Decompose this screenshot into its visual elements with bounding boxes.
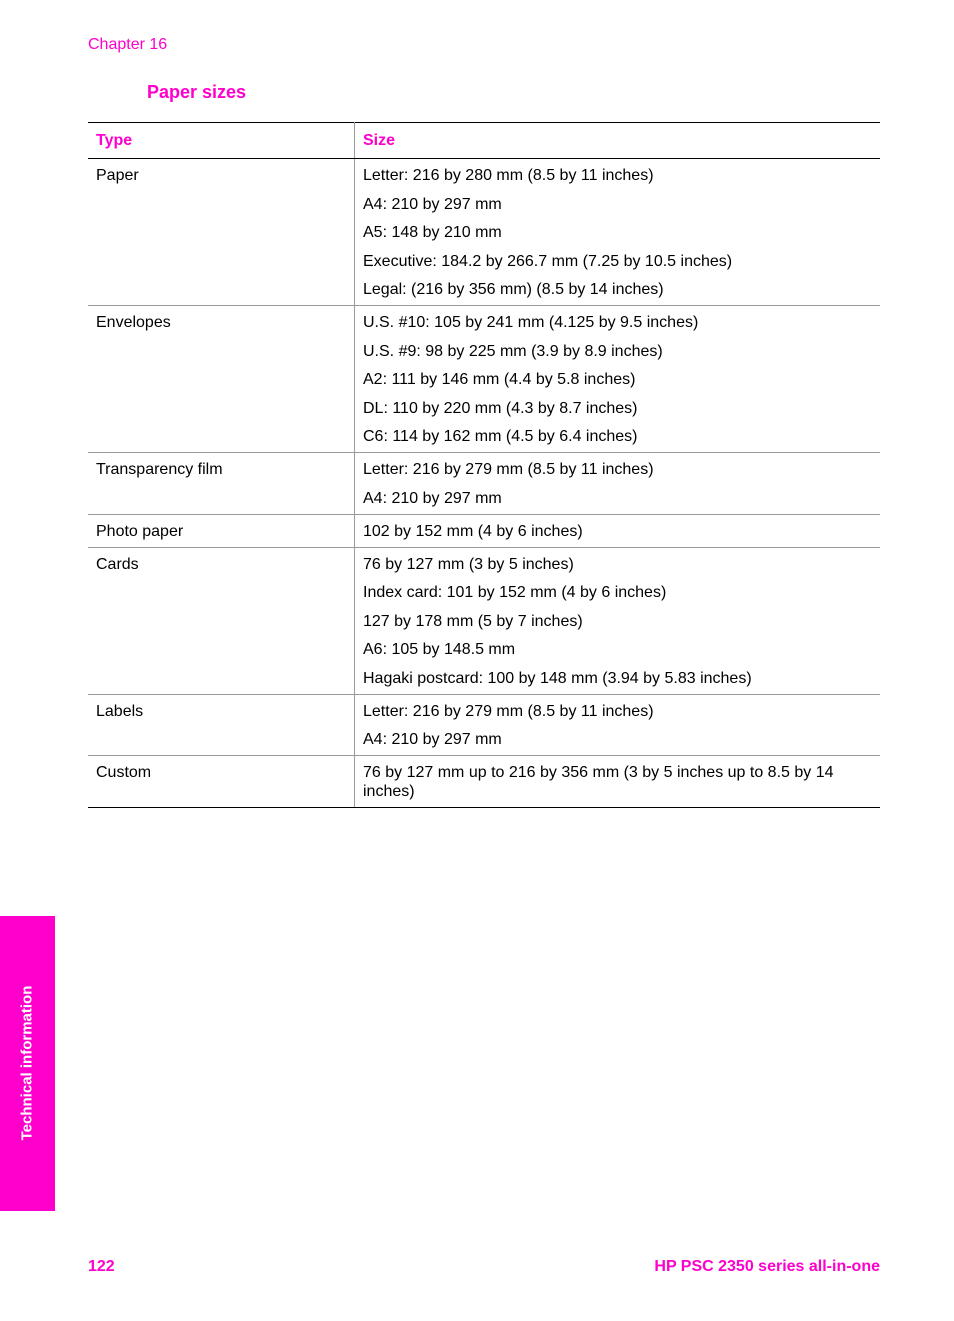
table-header-row	[88, 123, 880, 159]
table-row	[88, 694, 880, 756]
size-entry: U.S. #10: 105 by 241 mm (4.125 by 9.5 inches)	[363, 314, 699, 331]
size-entry: 127 by 178 mm (5 by 7 inches)	[363, 612, 583, 630]
chapter-label: Chapter 16	[88, 36, 168, 53]
section-title: Paper sizes	[147, 82, 247, 102]
product-name: HP PSC 2350 series all-in-one	[654, 1258, 880, 1275]
size-entry: Letter: 216 by 280 mm (8.5 by 11 inches)	[363, 167, 654, 184]
size-entry: A4: 210 by 297 mm	[363, 731, 502, 748]
paper-type-cell: Cards	[88, 547, 355, 694]
paper-type-cell: Custom	[88, 756, 355, 808]
table-row	[88, 547, 880, 694]
column-header-size: Size	[355, 123, 881, 159]
size-entry: A6: 105 by 148.5 mm	[363, 641, 516, 658]
size-entry: A5: 148 by 210 mm	[363, 224, 502, 241]
size-entry: C6: 114 by 162 mm (4.5 by 6.4 inches)	[363, 428, 638, 445]
size-entry: 76 by 127 mm up to 216 by 356 mm (3 by 5 inches up to 8.5 by 14 inches)	[363, 764, 834, 800]
paper-sizes-table	[88, 122, 880, 808]
column-header-type: Type	[88, 123, 355, 159]
size-entry: DL: 110 by 220 mm (4.3 by 8.7 inches)	[363, 399, 638, 417]
table-row	[88, 514, 880, 547]
table-row	[88, 756, 880, 808]
size-entry: 102 by 152 mm (4 by 6 inches)	[363, 522, 583, 540]
size-entry: Legal: (216 by 356 mm) (8.5 by 14 inches)	[363, 281, 664, 298]
size-entry: A4: 210 by 297 mm	[363, 195, 502, 213]
size-entry: 76 by 127 mm (3 by 5 inches)	[363, 555, 574, 573]
paper-type-cell: Envelopes	[88, 306, 355, 453]
size-entry: Hagaki postcard: 100 by 148 mm (3.94 by 5.83 inches)	[363, 669, 752, 687]
size-entry: Index card: 101 by 152 mm (4 by 6 inches)	[363, 584, 667, 601]
side-tab-label: Technical information	[18, 985, 36, 1141]
paper-type-cell: Paper	[88, 159, 355, 306]
size-entry: Letter: 216 by 279 mm (8.5 by 11 inches)	[363, 461, 654, 478]
size-entry: A4: 210 by 297 mm	[363, 489, 502, 507]
paper-size-cell	[355, 547, 881, 694]
paper-size-cell	[355, 756, 881, 808]
size-entry: U.S. #9: 98 by 225 mm (3.9 by 8.9 inches)	[363, 342, 663, 360]
table-body	[88, 159, 880, 808]
size-entry: Letter: 216 by 279 mm (8.5 by 11 inches)	[363, 702, 654, 720]
paper-size-cell	[355, 159, 881, 306]
paper-size-cell	[355, 453, 881, 515]
paper-type-cell: Transparency film	[88, 453, 355, 515]
paper-type-cell: Photo paper	[88, 514, 355, 547]
size-entry: A2: 111 by 146 mm (4.4 by 5.8 inches)	[363, 371, 636, 388]
page-number: 122	[88, 1258, 115, 1275]
table-row	[88, 306, 880, 453]
table-row	[88, 453, 880, 515]
paper-size-cell	[355, 306, 881, 453]
paper-type-cell: Labels	[88, 694, 355, 756]
size-entry: Executive: 184.2 by 266.7 mm (7.25 by 10.5 inches)	[363, 252, 733, 270]
paper-size-cell	[355, 694, 881, 756]
paper-size-cell	[355, 514, 881, 547]
table-row	[88, 159, 880, 306]
